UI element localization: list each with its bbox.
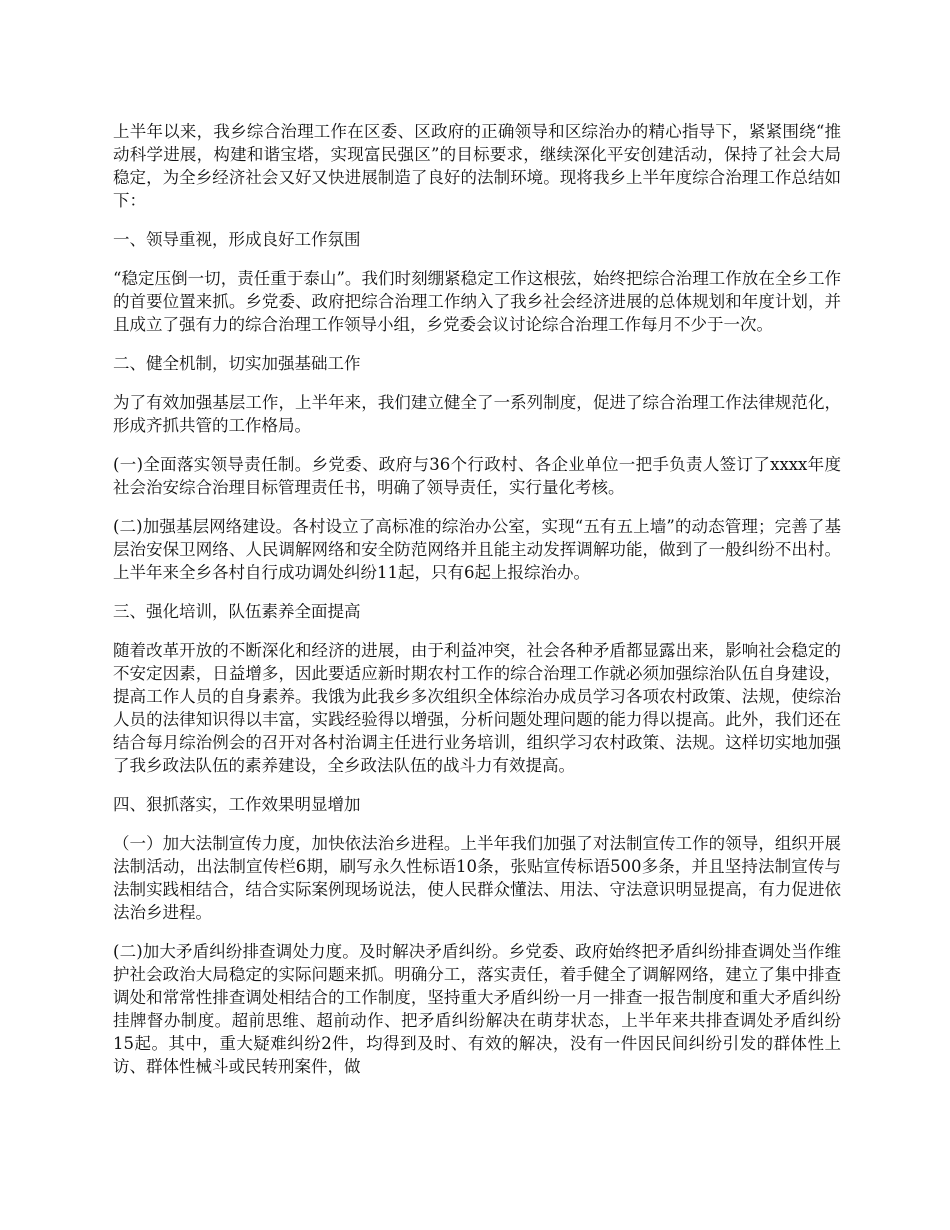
section-heading-4: 四、狠抓落实，工作效果明显增加 <box>113 795 361 814</box>
section-2-item-2-paragraph: (二)加强基层网络建设。各村设立了高标准的综治办公室，实现“五有五上墙”的动态管理；完善了基层治安保卫网络、人民调解网络和安全防范网络并且能主动发挥调解功能，做到了一般纠纷不出村。上半年来全乡各村自行成功调处纠纷11起，只有6起上报综治办。 <box>113 517 841 582</box>
intro-paragraph: 上半年以来，我乡综合治理工作在区委、区政府的正确领导和区综治办的精心指导下，紧紧围绕“推动科学进展，构建和谐宝塔，实现富民强区”的目标要求，继续深化平安创建活动，保持了社会大局稳定，为全乡经济社会又好又快进展制造了良好的法制环境。现将我乡上半年度综合治理工作总结如下： <box>113 122 841 210</box>
section-heading-2: 二、健全机制，切实加强基础工作 <box>113 354 361 373</box>
section-4-item-2-paragraph: (二)加大矛盾纠纷排查调处力度。及时解决矛盾纠纷。乡党委、政府始终把矛盾纠纷排查调处当作维护社会政治大局稳定的实际问题来抓。明确分工，落实责任，着手健全了调解网络，建立了集中排查调处和常常性排查调处相结合的工作制度，坚持重大矛盾纠纷一月一排查一报告制度和重大矛盾纠纷挂牌督办制度。超前思维、超前动作、把矛盾纠纷解决在萌芽状态，上半年来共排查调处矛盾纠纷15起。其中，重大疑难纠纷2件，均得到及时、有效的解决，没有一件因民间纠纷引发的群体性上访、群体性械斗或民转刑案件，做 <box>113 942 841 1076</box>
section-2-item-1-paragraph: (一)全面落实领导责任制。乡党委、政府与36个行政村、各企业单位一把手负责人签订了xxxx年度社会治安综合治理目标管理责任书，明确了领导责任，实行量化考核。 <box>113 455 841 497</box>
section-4-item-1-paragraph: （一）加大法制宣传力度，加快依法治乡进程。上半年我们加强了对法制宣传工作的领导，组织开展法制活动，出法制宣传栏6期，刷写永久性标语10条，张贴宣传标语500多条，并且坚持法制宣传与法制实践相结合，结合实际案例现场说法，使人民群众懂法、用法、守法意识明显提高，有力促进依法治乡进程。 <box>113 834 841 922</box>
section-3-paragraph: 随着改革开放的不断深化和经济的进展，由于利益冲突，社会各种矛盾都显露出来，影响社会稳定的不安定因素，日益增多，因此要适应新时期农村工作的综合治理工作就必须加强综治队伍自身建设，提高工作人员的自身素养。我饿为此我乡多次组织全体综治办成员学习各项农村政策、法规，使综治人员的法律知识得以丰富，实践经验得以增强，分析问题处理问题的能力得以提高。此外，我们还在结合每月综治例会的召开对各村治调主任进行业务培训，组织学习农村政策、法规。这样切实地加强了我乡政法队伍的素养建设，全乡政法队伍的战斗力有效提高。 <box>113 641 841 775</box>
document-page <box>113 120 841 1094</box>
section-heading-1: 一、领导重视，形成良好工作氛围 <box>113 230 361 249</box>
section-2-intro-paragraph: 为了有效加强基层工作，上半年来，我们建立健全了一系列制度，促进了综合治理工作法律规范化，形成齐抓共管的工作格局。 <box>113 393 841 435</box>
section-1-paragraph: “稳定压倒一切，责任重于泰山”。我们时刻绷紧稳定工作这根弦，始终把综合治理工作放在全乡工作的首要位置来抓。乡党委、政府把综合治理工作纳入了我乡社会经济进展的总体规划和年度计划，并且成立了强有力的综合治理工作领导小组，乡党委会议讨论综合治理工作每月不少于一次。 <box>113 269 841 334</box>
section-heading-3: 三、强化培训，队伍素养全面提高 <box>113 602 361 621</box>
